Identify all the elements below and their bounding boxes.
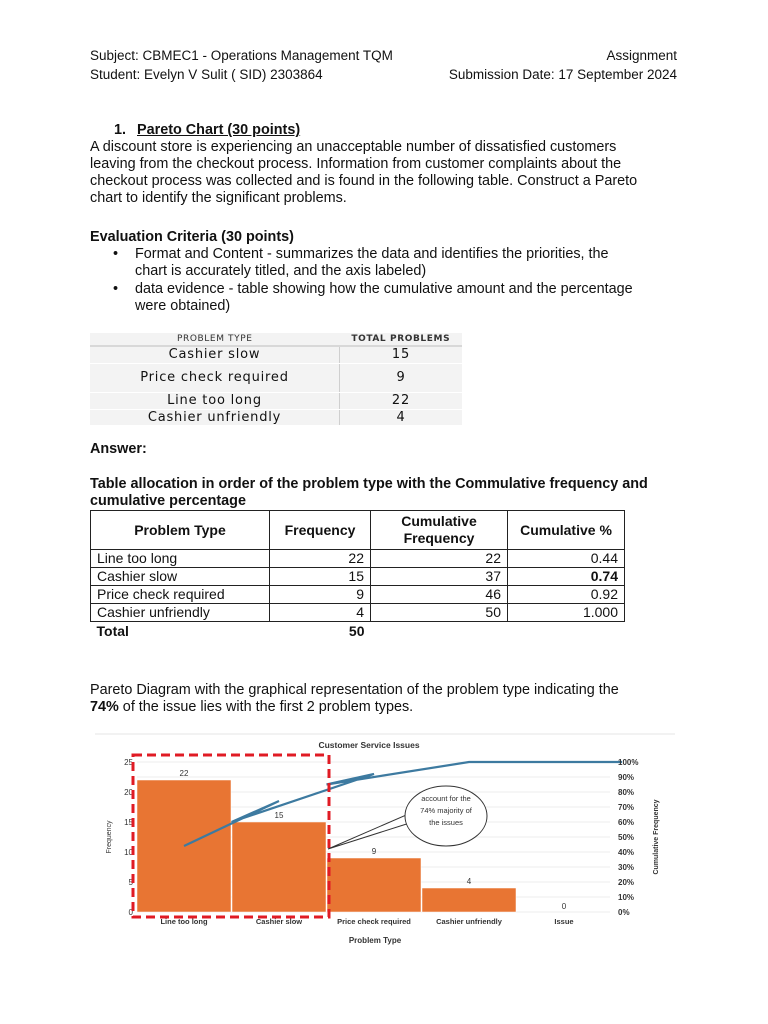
col-cumulative-frequency: Cumulative Frequency <box>371 511 508 550</box>
student-line: Student: Evelyn V Sulit ( SID) 2303864 <box>90 67 323 82</box>
problem-type-cell: Cashier slow <box>90 346 340 363</box>
x-tick-label: Issue <box>554 917 574 926</box>
problem-count-cell: 22 <box>340 392 463 409</box>
y-tick-label: 25 <box>124 758 133 767</box>
question-line: A discount store is experiencing an unacceptable number of dissatisfied customers <box>90 139 617 155</box>
problem-type-cell: Cashier unfriendly <box>90 409 340 425</box>
data-label: 22 <box>179 769 189 778</box>
pareto-description <box>90 682 690 716</box>
criteria-line: chart is accurately titled, and the axis labeled) <box>135 263 427 279</box>
col-frequency: Frequency <box>270 511 371 550</box>
y2-tick-label: 0% <box>618 908 630 917</box>
y2-tick-label: 60% <box>618 818 635 827</box>
cell-cum-pct: 0.44 <box>508 550 625 568</box>
pareto-text: Pareto Diagram with the graphical representation of the problem type indicating the <box>90 682 619 698</box>
answer-label: Answer: <box>90 441 147 457</box>
pareto-highlight: 74% <box>90 699 119 715</box>
problem-count-cell: 15 <box>340 346 463 363</box>
subject-line: Subject: CBMEC1 - Operations Management TQM <box>90 48 393 63</box>
table-row <box>91 550 625 568</box>
x-axis-title: Problem Type <box>348 936 402 945</box>
y2-tick-label: 40% <box>618 848 635 857</box>
y2-axis-title: Cumulative Frequency <box>653 799 660 875</box>
callout-pointer <box>328 812 416 849</box>
cell-problem: Price check required <box>91 586 270 604</box>
y2-tick-label: 80% <box>618 788 635 797</box>
y-tick-label: 5 <box>128 878 133 887</box>
y2-tick-label: 90% <box>618 773 635 782</box>
question-line: checkout process was collected and is found in the following table. Construct a Pareto <box>90 173 638 189</box>
criteria-line: • Format and Content - summarizes the data and identifies the priorities, the <box>135 246 609 262</box>
data-label: 15 <box>274 811 284 820</box>
table-row <box>91 604 625 622</box>
data-label: 4 <box>466 877 472 886</box>
cell-cum-frequency: 37 <box>371 568 508 586</box>
question-title: Pareto Chart (30 points) <box>137 122 301 138</box>
data-label: 9 <box>371 847 377 856</box>
y2-tick-label: 20% <box>618 878 635 887</box>
cell-frequency: 9 <box>270 586 371 604</box>
bar <box>232 822 326 912</box>
criteria-item <box>90 246 690 280</box>
annotation-text: the issues <box>429 818 463 827</box>
cell-cum-frequency: 22 <box>371 550 508 568</box>
pareto-chart-svg <box>95 733 675 950</box>
criteria-list <box>90 246 690 316</box>
cell-problem: Cashier unfriendly <box>91 604 270 622</box>
pareto-chart <box>95 733 675 950</box>
col-cumulative-pct: Cumulative % <box>508 511 625 550</box>
y-axis-title: Frequency <box>106 820 113 854</box>
problem-count-cell: 4 <box>340 409 463 425</box>
problem-type-header: PROBLEM TYPE <box>90 333 340 346</box>
x-tick-label: Cashier unfriendly <box>436 917 502 926</box>
cell-problem: Cashier slow <box>91 568 270 586</box>
table-row <box>91 586 625 604</box>
x-tick-label: Cashier slow <box>255 917 303 926</box>
cumulative-table <box>90 510 625 641</box>
y2-tick-label: 70% <box>618 803 635 812</box>
chart-title: Customer Service Issues <box>318 740 420 750</box>
doc-type: Assignment <box>606 48 677 63</box>
y2-tick-label: 100% <box>618 758 639 767</box>
problem-table <box>90 333 462 426</box>
y-tick-label: 15 <box>124 818 133 827</box>
cell-cum-pct: 0.74 <box>508 568 625 586</box>
cell-cum-frequency: 50 <box>371 604 508 622</box>
cell-frequency: 22 <box>270 550 371 568</box>
problem-type-cell: Line too long <box>90 392 340 409</box>
cell-cum-pct: 0.92 <box>508 586 625 604</box>
cell-problem: Line too long <box>91 550 270 568</box>
total-problems-header: TOTAL PROBLEMS <box>340 333 463 346</box>
bar <box>422 888 516 912</box>
data-label: 0 <box>561 902 567 911</box>
y2-tick-label: 50% <box>618 833 635 842</box>
problem-type-cell: Price check required <box>90 363 340 392</box>
pareto-text: of the issue lies with the first 2 problem types. <box>118 699 414 715</box>
cell-cum-pct: 1.000 <box>508 604 625 622</box>
x-tick-label: Line too long <box>160 917 208 926</box>
cell-frequency: 4 <box>270 604 371 622</box>
y-tick-label: 10 <box>124 848 133 857</box>
criteria-line: • data evidence - table showing how the cumulative amount and the percentage <box>135 281 633 297</box>
problem-count-cell: 9 <box>340 363 463 392</box>
question-number: 1. <box>114 122 127 138</box>
criteria-line: were obtained) <box>135 298 231 314</box>
submission-date: Submission Date: 17 September 2024 <box>448 67 677 82</box>
y2-tick-label: 10% <box>618 893 635 902</box>
question-text <box>90 139 690 207</box>
annotation-text: 74% majority of <box>420 806 472 815</box>
table-row <box>91 568 625 586</box>
criteria-title: Evaluation Criteria (30 points) <box>90 229 294 245</box>
y2-tick-label: 30% <box>618 863 635 872</box>
cell-cum-frequency: 46 <box>371 586 508 604</box>
question-line: leaving from the checkout process. Information from customer complaints about the <box>90 156 622 172</box>
total-value: 50 <box>348 623 365 639</box>
x-tick-label: Price check required <box>337 917 411 926</box>
table-caption: Table allocation in order of the problem type with the Commulative frequency and cumulative percentage <box>90 476 648 509</box>
bar <box>327 858 421 912</box>
criteria-item <box>90 281 690 315</box>
y-tick-label: 0 <box>128 908 133 917</box>
cell-frequency: 15 <box>270 568 371 586</box>
total-row <box>91 622 625 642</box>
total-label: Total <box>96 623 129 639</box>
col-problem-type: Problem Type <box>91 511 270 550</box>
question-line: chart to identify the significant problems. <box>90 190 347 206</box>
annotation-text: account for the <box>421 794 471 803</box>
y-tick-label: 20 <box>124 788 133 797</box>
